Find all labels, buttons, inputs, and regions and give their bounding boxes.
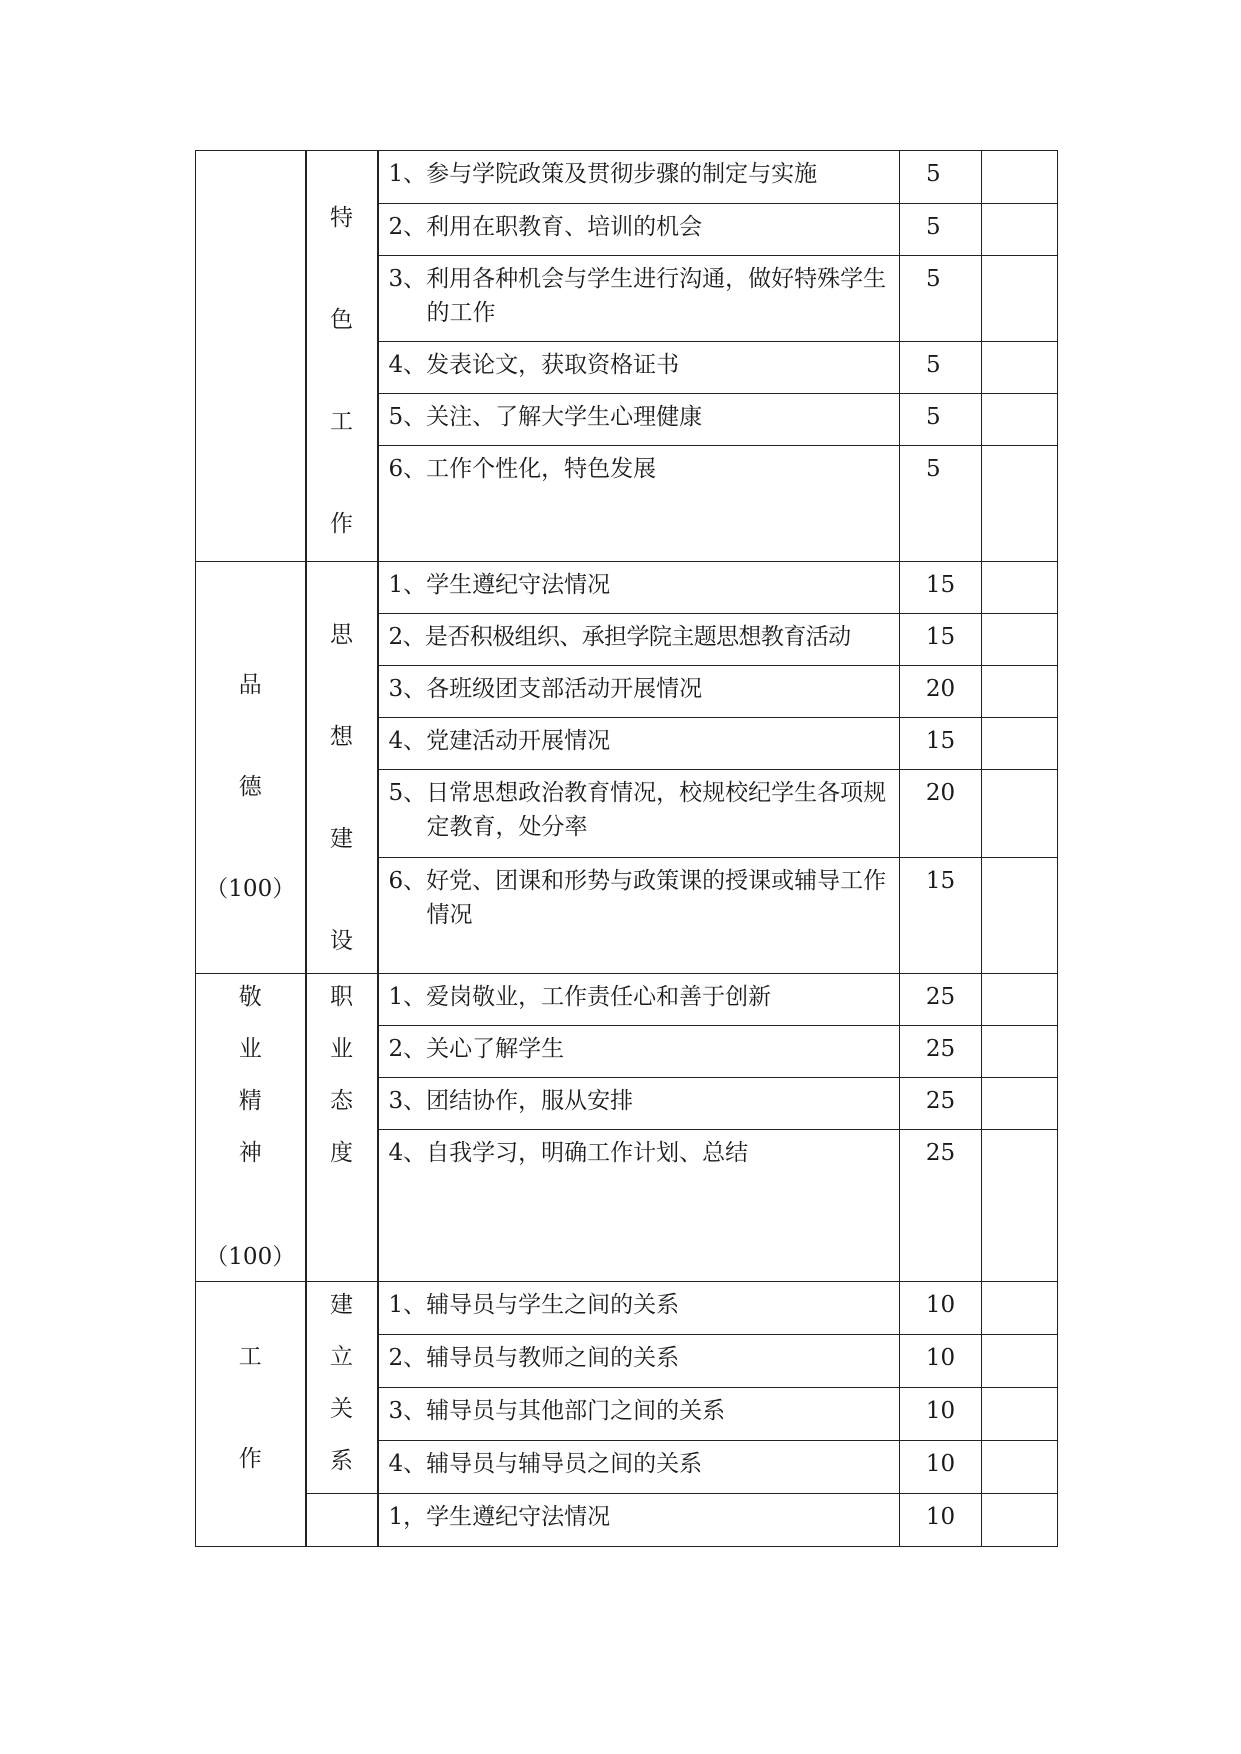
item-text: 1、学生遵纪守法情况 [378, 562, 900, 614]
subcategory-cell-attitude [306, 974, 378, 1282]
item-text: 2、关心了解学生 [378, 1026, 900, 1078]
item-score: 10 [900, 1441, 982, 1494]
item-text: 3、利用各种机会与学生进行沟通，做好特殊学生的工作 [378, 256, 900, 342]
item-text: 1、辅导员与学生之间的关系 [378, 1282, 900, 1335]
item-text: 4、自我学习，明确工作计划、总结 [378, 1130, 900, 1282]
item-score: 15 [900, 718, 982, 770]
subcategory-cell-ideological [306, 562, 378, 974]
score-entry-cell[interactable] [982, 562, 1058, 614]
score-entry-cell[interactable] [982, 1335, 1058, 1388]
item-score: 10 [900, 1494, 982, 1547]
category-char: 工 [238, 1344, 262, 1370]
category-score-total: （100） [205, 876, 296, 902]
category-char: 作 [238, 1446, 262, 1472]
item-score: 5 [900, 342, 982, 394]
category-char: 德 [238, 774, 262, 800]
subcategory-char: 特 [330, 205, 353, 231]
score-entry-cell[interactable] [982, 204, 1058, 256]
item-text: 2、辅导员与教师之间的关系 [378, 1335, 900, 1388]
subcategory-char: 态 [330, 1088, 353, 1114]
score-entry-cell[interactable] [982, 1441, 1058, 1494]
item-score: 10 [900, 1335, 982, 1388]
item-text: 1、参与学院政策及贯彻步骤的制定与实施 [378, 151, 900, 204]
item-text: 4、党建活动开展情况 [378, 718, 900, 770]
subcategory-char: 职 [330, 984, 353, 1010]
item-text: 4、发表论文，获取资格证书 [378, 342, 900, 394]
item-text: 2、利用在职教育、培训的机会 [378, 204, 900, 256]
score-entry-cell[interactable] [982, 1388, 1058, 1441]
item-score: 25 [900, 1130, 982, 1282]
subcategory-char: 建 [330, 826, 353, 852]
score-entry-cell[interactable] [982, 1078, 1058, 1130]
score-entry-cell[interactable] [982, 858, 1058, 974]
subcategory-char: 系 [330, 1448, 353, 1474]
item-score: 20 [900, 770, 982, 858]
score-entry-cell[interactable] [982, 394, 1058, 446]
subcategory-char: 关 [330, 1396, 353, 1422]
score-entry-cell[interactable] [982, 1026, 1058, 1078]
subcategory-char: 工 [330, 409, 353, 435]
category-cell-work [196, 1282, 306, 1547]
score-entry-cell[interactable] [982, 770, 1058, 858]
score-entry-cell[interactable] [982, 718, 1058, 770]
item-score: 20 [900, 666, 982, 718]
item-score: 5 [900, 256, 982, 342]
item-score: 15 [900, 562, 982, 614]
item-score: 10 [900, 1388, 982, 1441]
subcategory-char: 立 [330, 1344, 353, 1370]
item-score: 10 [900, 1282, 982, 1335]
category-char: 精 [238, 1088, 262, 1114]
score-entry-cell[interactable] [982, 1282, 1058, 1335]
item-text: 3、辅导员与其他部门之间的关系 [378, 1388, 900, 1441]
score-entry-cell[interactable] [982, 1494, 1058, 1547]
item-score: 5 [900, 394, 982, 446]
score-entry-cell[interactable] [982, 974, 1058, 1026]
evaluation-table [195, 150, 1058, 1547]
subcategory-char: 思 [330, 622, 353, 648]
item-score: 25 [900, 1026, 982, 1078]
category-cell-empty [196, 151, 306, 562]
category-char: 品 [238, 672, 262, 698]
category-score-total: （100） [205, 1244, 296, 1270]
subcategory-cell-special-work [306, 151, 378, 562]
item-text: 6、工作个性化，特色发展 [378, 446, 900, 562]
subcategory-char: 想 [330, 724, 353, 750]
item-score: 15 [900, 614, 982, 666]
item-text: 1，学生遵纪守法情况 [378, 1494, 900, 1547]
item-score: 5 [900, 151, 982, 204]
category-char: 业 [238, 1036, 262, 1062]
score-entry-cell[interactable] [982, 666, 1058, 718]
item-text: 5、日常思想政治教育情况，校规校纪学生各项规定教育，处分率 [378, 770, 900, 858]
item-text: 6、好党、团课和形势与政策课的授课或辅导工作情况 [378, 858, 900, 974]
item-text: 2、是否积极组织、承担学院主题思想教育活动 [378, 614, 900, 666]
subcategory-char: 建 [330, 1292, 353, 1318]
category-char: 神 [238, 1140, 262, 1166]
score-entry-cell[interactable] [982, 151, 1058, 204]
category-char: 敬 [238, 984, 262, 1010]
item-score: 25 [900, 1078, 982, 1130]
item-score: 5 [900, 446, 982, 562]
subcategory-char: 业 [330, 1036, 353, 1062]
item-score: 5 [900, 204, 982, 256]
item-text: 5、关注、了解大学生心理健康 [378, 394, 900, 446]
evaluation-table-page [195, 150, 1057, 1547]
item-score: 25 [900, 974, 982, 1026]
subcategory-cell-empty [306, 1494, 378, 1547]
score-entry-cell[interactable] [982, 342, 1058, 394]
subcategory-char: 设 [330, 928, 353, 954]
score-entry-cell[interactable] [982, 256, 1058, 342]
item-score: 15 [900, 858, 982, 974]
item-text: 4、辅导员与辅导员之间的关系 [378, 1441, 900, 1494]
subcategory-char: 作 [330, 511, 353, 537]
subcategory-char: 色 [330, 307, 353, 333]
score-entry-cell[interactable] [982, 1130, 1058, 1282]
subcategory-cell-relations [306, 1282, 378, 1494]
subcategory-char: 度 [330, 1140, 353, 1166]
item-text: 3、团结协作，服从安排 [378, 1078, 900, 1130]
item-text: 3、各班级团支部活动开展情况 [378, 666, 900, 718]
item-text: 1、爱岗敬业，工作责任心和善于创新 [378, 974, 900, 1026]
score-entry-cell[interactable] [982, 446, 1058, 562]
category-cell-morality [196, 562, 306, 974]
score-entry-cell[interactable] [982, 614, 1058, 666]
category-cell-dedication [196, 974, 306, 1282]
